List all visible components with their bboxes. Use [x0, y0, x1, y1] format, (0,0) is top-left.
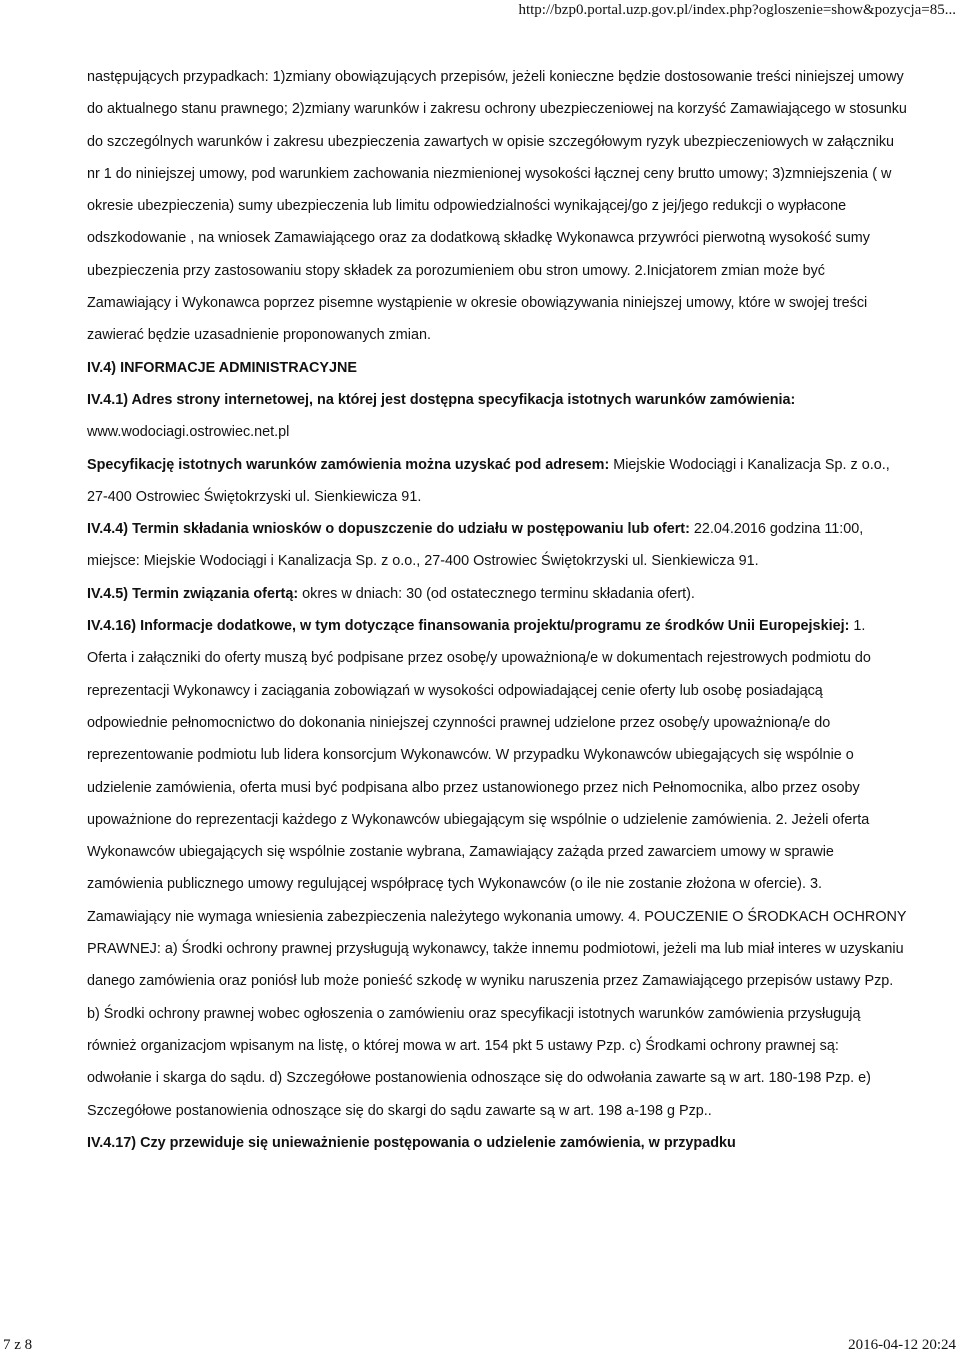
page-url: http://bzp0.portal.uzp.gov.pl/index.php?ogloszenie=show&pozycja=85...: [518, 2, 956, 18]
section-siwz-address: [87, 449, 907, 514]
field-value: 1. Oferta i załączniki do oferty muszą być podpisane przez osobę/y upoważnioną/e w dokumentach rejestrowych podmiotu do reprezentacji Wykonawcy i zaciągania zobowiązań w wysokości odpowiadającej cenie oferty lub osobę posiadającą odpowiednie pełnomocnictwo do dokonania niniejszej czynności prawnej udzielone przez osobę/y upoważnioną/e do reprezentowanie podmiotu lub lidera konsorcjum Wykonawców. W przypadku Wykonawców ubiegających się wspólnie o udzielenie zamówienia, oferta musi być podpisana albo przez ustanowionego przez nich Pełnomocnika, albo przez osoby upoważnione do reprezentacji każdego z Wykonawców ubiegającym się wspólnie o udzielenie zamówienia. 2. Jeżeli oferta Wykonawców ubiegających się wspólnie zostanie wybrana, Zamawiający zażąda przed zawarciem umowy w sprawie zamówienia publicznego umowy regulującej współpracę tych Wykonawców (o ile nie zostanie złożona w ofercie). 3. Zamawiający nie wymaga wniesienia zabezpieczenia należytego wykonania umowy. 4. POUCZENIE O ŚRODKACH OCHRONY PRAWNEJ: a) Środki ochrony prawnej przysługują wykonawcy, także innemu podmiotowi, jeżeli ma lub miał interes w uzyskaniu danego zamówienia oraz poniósł lub może ponieść szkodę w wyniku naruszenia przez Zamawiającego przepisów ustawy Pzp. b) Środki ochrony prawnej wobec ogłoszenia o zamówieniu oraz specyfikacji istotnych warunków zamówienia przysługują również organizacjom wpisanym na listę, o której mowa w art. 154 pkt 5 ustawy Pzp. c) Środkami ochrony prawnej są: odwołanie i skarga do sądu. d) Szczegółowe postanowienia odnoszące się do odwołania zawarte są w art. 180-198 Pzp. e) Szczegółowe postanowienia odnoszące się do skargi do sądu zawarte są w art. 198 a-198 g Pzp..: [87, 618, 907, 1119]
section-iv-4-17: IV.4.17) Czy przewiduje się unieważnienie postępowania o udzielenie zamówienia, w przypadku: [87, 1134, 736, 1151]
section-iv-4-5: [87, 578, 907, 610]
field-label: IV.4.5) Termin związania ofertą:: [87, 585, 299, 602]
field-value: okres w dniach: 30 (od ostatecznego terminu składania ofert).: [298, 585, 695, 602]
field-label: IV.4.4) Termin składania wniosków o dopuszczenie do udziału w postępowaniu lub ofert:: [87, 521, 690, 538]
section-iv-4-1: [87, 384, 907, 449]
section-heading: IV.4) INFORMACJE ADMINISTRACYJNE: [87, 359, 357, 376]
field-label: IV.4.1) Adres strony internetowej, na której jest dostępna specyfikacja istotnych warunków zamówienia:: [87, 391, 796, 408]
page-number: 7 z 8: [3, 1337, 33, 1353]
website-url: www.wodociagi.ostrowiec.net.pl: [87, 424, 290, 441]
field-value: 22.04.2016 godzina 11:00, miejsce: Miejskie Wodociągi i Kanalizacja Sp. z o.o., 27-400 Ostrowiec Świętokrzyski ul. Sienkiewicza 91.: [87, 521, 864, 570]
print-timestamp: 2016-04-12 20:24: [848, 1337, 956, 1353]
section-iv-4-4: [87, 513, 907, 578]
section-iv-4-16: [87, 610, 907, 1127]
document-body: [87, 61, 907, 1159]
field-value: Miejskie Wodociągi i Kanalizacja Sp. z o.o., 27-400 Ostrowiec Świętokrzyski ul. Sienkiewicza 91.: [87, 456, 890, 505]
field-label: Specyfikację istotnych warunków zamówienia można uzyskać pod adresem:: [87, 456, 610, 473]
field-label: IV.4.16) Informacje dodatkowe, w tym dotyczące finansowania projektu/programu ze środków Unii Europejskiej:: [87, 618, 850, 635]
paragraph-contract-changes: następujących przypadkach: 1)zmiany obowiązujących przepisów, jeżeli konieczne będzie dostosowanie treści niniejszej umowy do aktualnego stanu prawnego; 2)zmiany warunków i zakresu ochrony ubezpieczeniowej na korzyść Zamawiającego w stosunku do szczególnych warunków i zakresu ubezpieczenia zawartych w opisie szczegółowym ryzyk ubezpieczeniowych w załączniku nr 1 do niniejszej umowy, pod warunkiem zachowania niezmienionej wysokości łącznej ceny brutto umowy; 3)zmniejszenia ( w okresie ubezpieczenia) sumy ubezpieczenia lub limitu odpowiedzialności wynikającej/go z jej/jego redukcji o wypłacone odszkodowanie , na wniosek Zamawiającego oraz za dodatkową składkę Wykonawca przywróci pierwotną wysokość sumy ubezpieczenia przy zastosowaniu stopy składek za porozumieniem obu stron umowy. 2.Inicjatorem zmian może być Zamawiający i Wykonawca poprzez pisemne wystąpienie w okresie obowiązywania niniejszej umowy, które w swojej treści zawierać będzie uzasadnienie proponowanych zmian.: [87, 69, 907, 344]
